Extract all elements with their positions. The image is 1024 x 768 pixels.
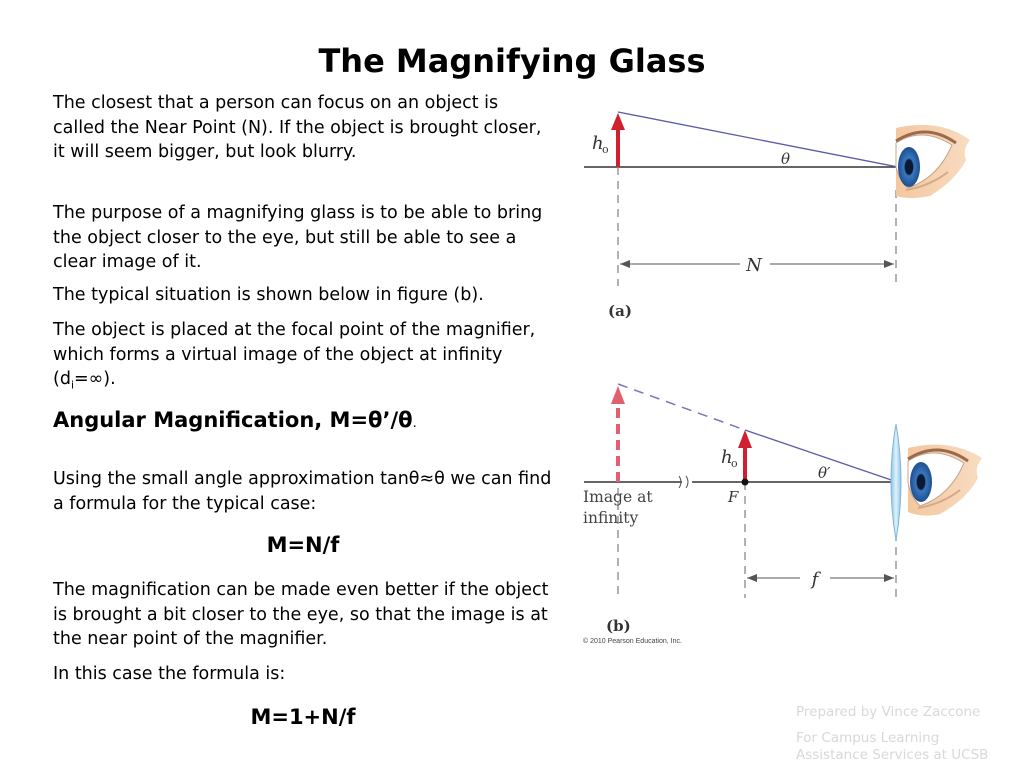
theta-prime-label: θ′ (818, 464, 831, 482)
ho-sub-b: o (731, 457, 738, 470)
n-label: N (746, 255, 762, 276)
ho-sub-a: o (602, 143, 609, 156)
ho-label-a: h (592, 133, 604, 154)
object-arrow-head-b (738, 430, 752, 448)
paragraph-typical-situation: The typical situation is shown below in figure (b). (53, 285, 484, 305)
figure-a (584, 112, 970, 320)
footer-campus: For Campus Learning Assistance Services at UCSB (796, 730, 989, 763)
theta-label-a: θ (781, 150, 791, 168)
eye-icon-a (896, 125, 970, 198)
copyright-notice: © 2010 Pearson Education, Inc. (583, 638, 682, 645)
paragraph-this-case: In this case the formula is: (53, 664, 286, 684)
paragraph-focal-point-text: The object is placed at the focal point of the magnifier, which forms a virtual image of the object at infinity (d (53, 320, 536, 389)
paragraph-better-magnification: The magnification can be made even better if the object is brought a bit closer to the eye, so that the image is at the near point of the magnifier. (53, 580, 549, 649)
f-label: f (811, 569, 819, 590)
infinity-label: infinity (583, 509, 639, 527)
paragraph-near-point: The closest that a person can focus on an object is called the Near Point (N). If the object is brought closer, it will seem bigger, but look blurry. (53, 93, 542, 162)
eye-icon-b (908, 445, 982, 516)
focal-point-label: F (728, 488, 739, 506)
ho-label-b: h (721, 447, 733, 468)
slide-title: The Magnifying Glass (318, 42, 706, 80)
footer-prepared-by: Prepared by Vince Zaccone (796, 704, 981, 720)
infinity-tail: =∞). (74, 369, 116, 389)
formula-typical: M=N/f (266, 533, 340, 557)
object-arrow-head-a (611, 113, 625, 130)
formula-near-point: M=1+N/f (250, 705, 356, 729)
caption-b: (b) (606, 617, 631, 635)
magnifier-lens (891, 424, 901, 540)
heading-dot: . (412, 416, 417, 431)
paragraph-purpose: The purpose of a magnifying glass is to be able to bring the object closer to the eye, but still be able to see a clear image of it. (53, 203, 543, 272)
virtual-image-arrow-head (611, 386, 625, 404)
virtual-ray-b (618, 384, 745, 430)
caption-a: (a) (608, 302, 632, 320)
subscript-i: i (70, 378, 74, 392)
paragraph-small-angle: Using the small angle approximation tanθ≈θ we can find a formula for the typical case: (53, 469, 552, 514)
ray-a (618, 112, 898, 167)
image-at-label: Image at (583, 488, 653, 506)
heading-text: Angular Magnification, M=θ’/θ (53, 408, 413, 432)
focal-point-dot (742, 479, 749, 486)
figure-b (583, 384, 982, 645)
dimension-f (747, 574, 894, 582)
